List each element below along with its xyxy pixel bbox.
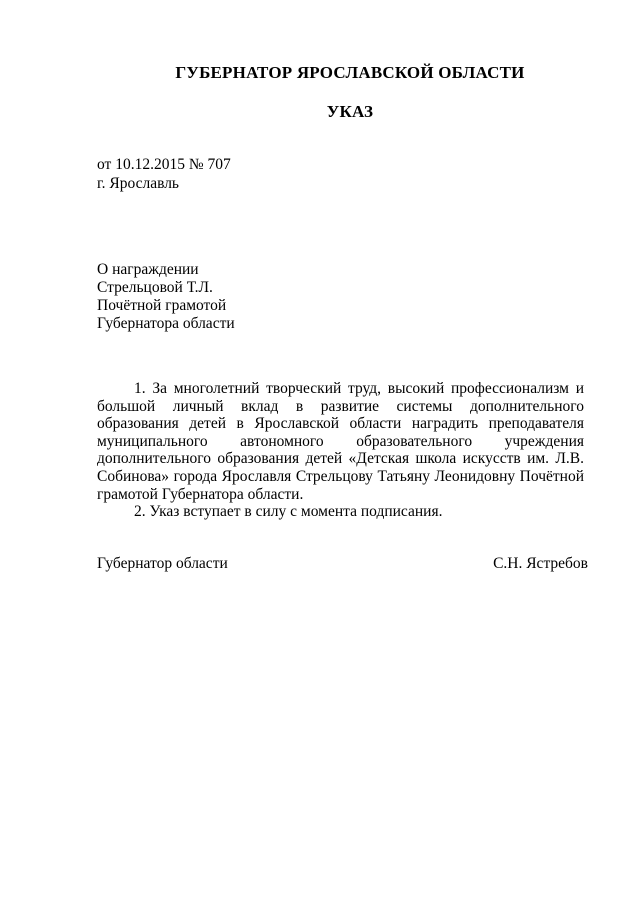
signatory-name: С.Н. Ястребов (493, 555, 588, 572)
body-paragraph-1: 1. За многолетний творческий труд, высокий профессионализм и большой личный вклад в развитие системы дополнительного образования детей в Ярославской области наградить преподавателя муниципального автономного образовательного учреждения дополнительного образования детей «Детская школа искусств им. Л.В. Собинова» города Ярославля Стрельцову Татьяну Леонидовну Почётной грамотой Губернатора области. (97, 380, 584, 503)
signatory-position: Губернатор области (97, 555, 228, 572)
subject-line: Почётной грамотой (97, 297, 227, 314)
signature-block (97, 555, 588, 573)
document-date-number: от 10.12.2015 № 707 (97, 156, 231, 173)
subject-line: О награждении (97, 261, 199, 278)
body-paragraph-2: 2. Указ вступает в силу с момента подписания. (134, 503, 443, 521)
document-city: г. Ярославль (97, 175, 179, 192)
document-subject (97, 261, 397, 333)
subject-line: Губернатора области (97, 315, 235, 332)
document-body (97, 380, 584, 521)
subject-line: Стрельцовой Т.Л. (97, 279, 213, 296)
document-type-title: УКАЗ (326, 102, 374, 121)
document-meta (97, 156, 397, 194)
document-authority-title: ГУБЕРНАТОР ЯРОСЛАВСКОЙ ОБЛАСТИ (175, 63, 525, 82)
